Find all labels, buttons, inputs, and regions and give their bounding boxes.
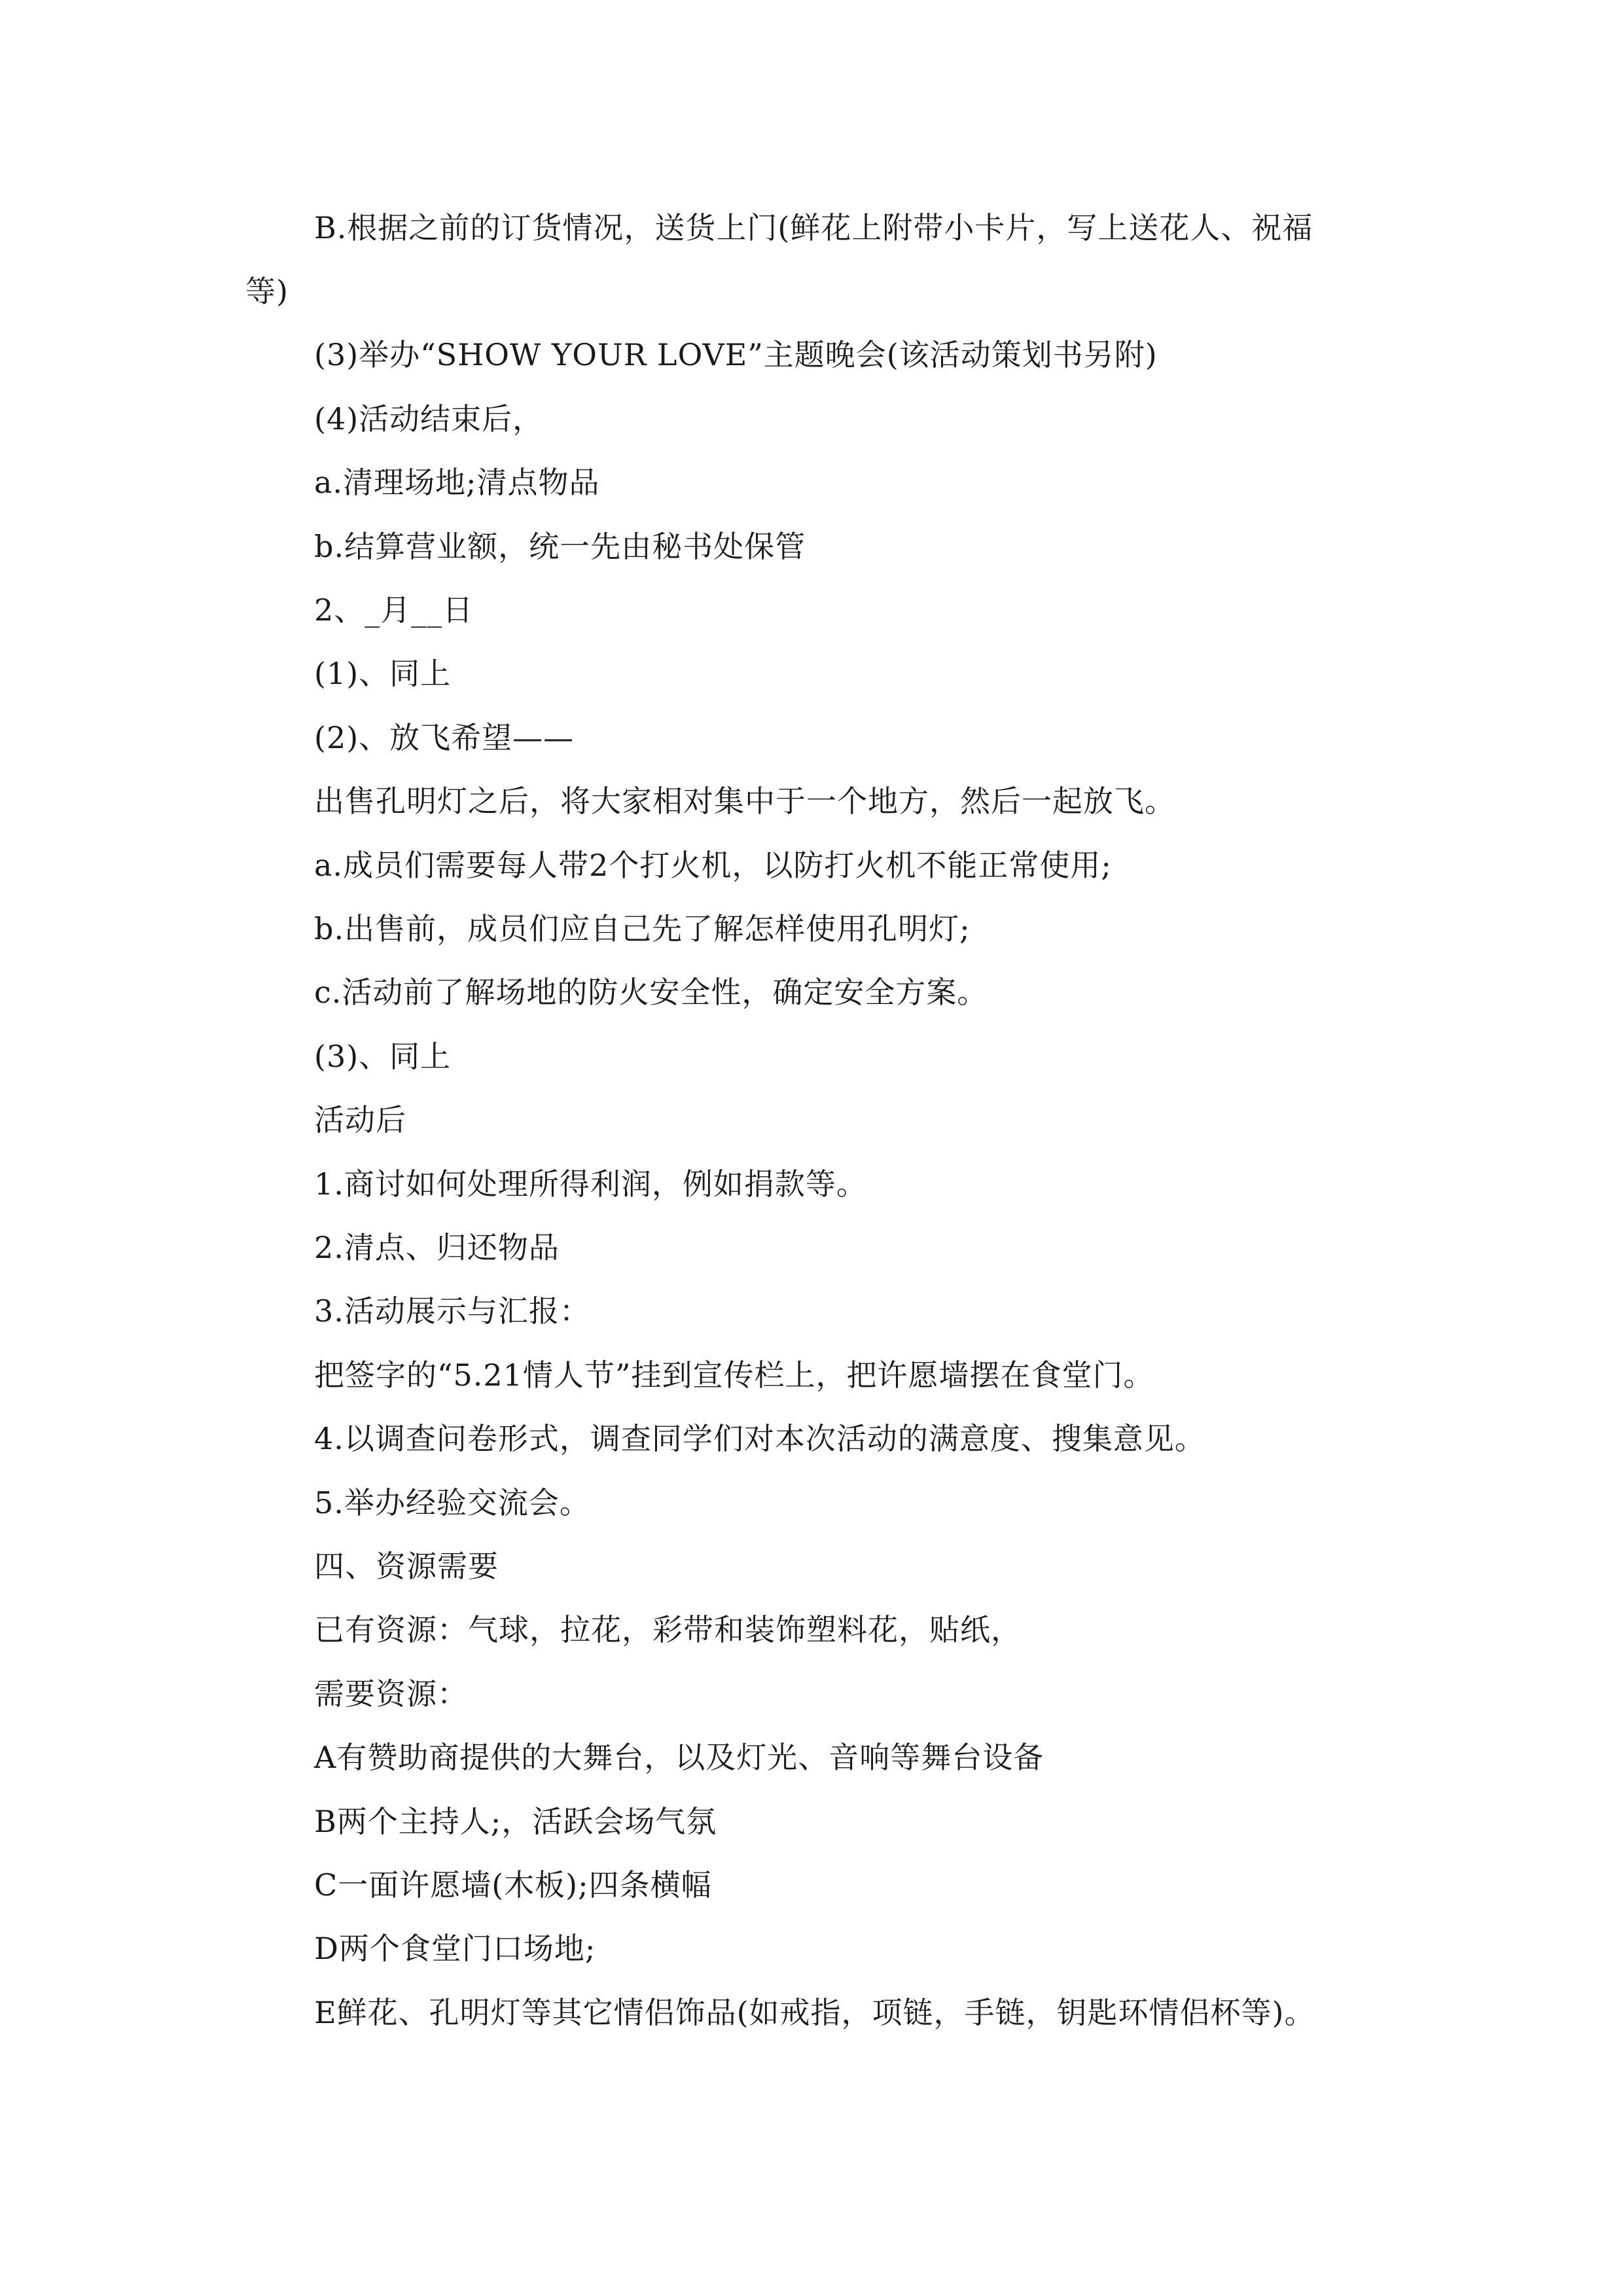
text-line: C一面许愿墙(木板);四条横幅 <box>314 1867 712 1903</box>
text-line: b.结算营业额，统一先由秘书处保管 <box>314 529 806 564</box>
text-line: A有赞助商提供的大舞台，以及灯光、音响等舞台设备 <box>314 1740 1044 1775</box>
section-heading: 四、资源需要 <box>314 1549 499 1584</box>
text-line: B两个主持人;，活跃会场气氛 <box>314 1804 717 1839</box>
text-line: 1.商讨如何处理所得利润，例如捐款等。 <box>314 1166 867 1202</box>
text-line: b.出售前，成员们应自己先了解怎样使用孔明灯; <box>314 911 971 946</box>
text-line: 3.活动展示与汇报： <box>314 1293 590 1329</box>
text-line: (2)、放飞希望—— <box>314 720 575 755</box>
text-line: a.清理场地;清点物品 <box>314 465 600 500</box>
text-line: E鲜花、孔明灯等其它情侣饰品(如戒指，项链，手链，钥匙环情侣杯等)。 <box>314 1995 1315 2030</box>
text-line: 5.举办经验交流会。 <box>314 1485 590 1520</box>
text-line: 把签字的“5.21情人节”挂到宣传栏上，把许愿墙摆在食堂门。 <box>314 1357 1154 1393</box>
text-line: a.成员们需要每人带2个打火机，以防打火机不能正常使用; <box>314 848 1112 883</box>
text-line: 等) <box>245 274 289 309</box>
text-line: B.根据之前的订货情况，送货上门(鲜花上附带小卡片，写上送花人、祝福 <box>314 210 1313 245</box>
text-line: 4.以调查问卷形式，调查同学们对本次活动的满意度、搜集意见。 <box>314 1421 1205 1456</box>
text-line: (3)举办“SHOW YOUR LOVE”主题晚会(该活动策划书另附) <box>314 337 1158 372</box>
text-line: 已有资源：气球，拉花，彩带和装饰塑料花，贴纸， <box>314 1612 1022 1647</box>
text-line: c.活动前了解场地的防火安全性，确定安全方案。 <box>314 975 988 1010</box>
text-line: 2.清点、归还物品 <box>314 1230 560 1265</box>
text-line: (3)、同上 <box>314 1039 452 1074</box>
text-line: (1)、同上 <box>314 656 452 691</box>
text-line: D两个食堂门口场地; <box>314 1931 596 1966</box>
text-line: 出售孔明灯之后，将大家相对集中于一个地方，然后一起放飞。 <box>314 783 1175 819</box>
text-line: 2、_月__日 <box>314 592 474 628</box>
text-line: (4)活动结束后， <box>314 401 544 437</box>
text-line: 需要资源： <box>314 1676 468 1712</box>
text-line: 活动后 <box>314 1102 406 1138</box>
